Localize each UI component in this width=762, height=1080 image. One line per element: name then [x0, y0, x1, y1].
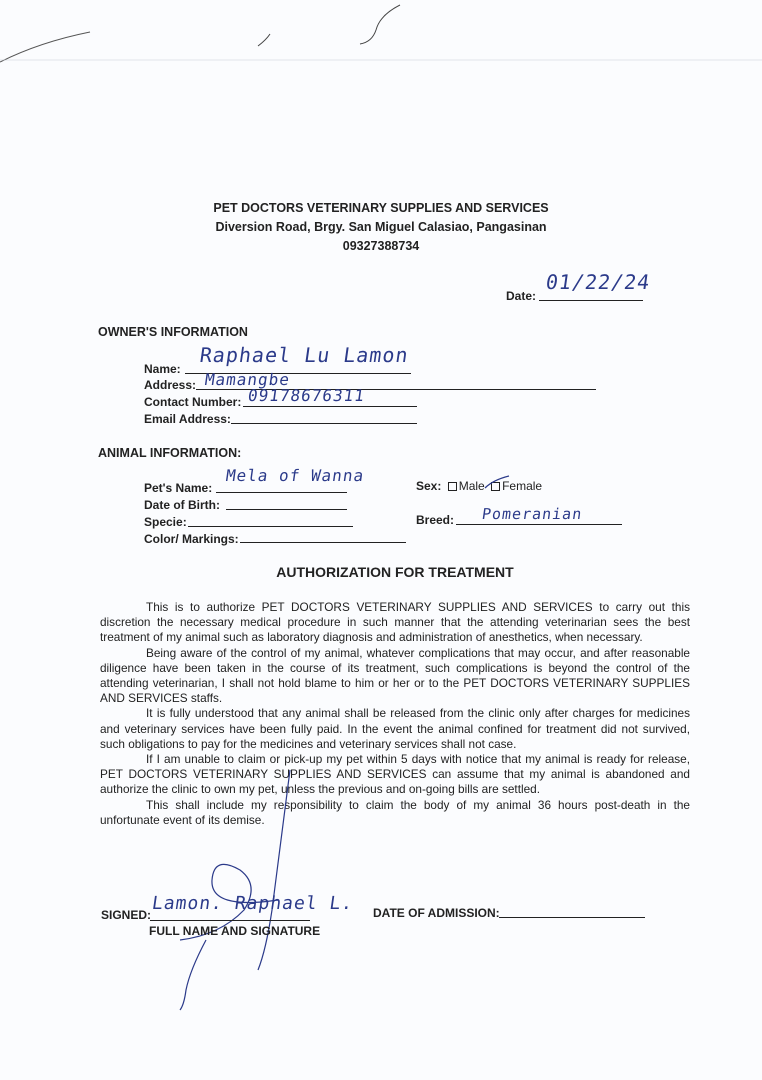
pet-name-line [216, 492, 347, 493]
company-address: Diversion Road, Brgy. San Miguel Calasiao, Pangasinan [215, 220, 547, 234]
sex-label: Sex: [416, 479, 442, 493]
breed-line [456, 524, 622, 525]
dob-line [226, 509, 347, 510]
breed-value: Pomeranian [480, 505, 584, 523]
email-label: Email Address: [144, 412, 231, 426]
contact-label: Contact Number: [144, 395, 242, 409]
pet-name-label: Pet's Name: [144, 481, 213, 495]
scan-marks [0, 0, 762, 80]
admission-label: DATE OF ADMISSION: [373, 906, 500, 920]
sex-field [416, 479, 542, 493]
name-label: Name: [144, 362, 181, 376]
paragraph-4: If I am unable to claim or pick-up my pet within 5 days with notice that my animal is ready for release, PET DOCTORS VETERINARY SUPPLIES AND SERVICES can assume that my animal is abandoned and authorize the clinic to own my pet, unless the previous and on-going bills are settled. [100, 752, 690, 797]
color-label: Color/ Markings: [144, 532, 239, 546]
date-label: Date: [506, 289, 537, 303]
signature-scribble [150, 760, 350, 1020]
specie-label: Specie: [144, 515, 187, 529]
address-label: Address: [144, 378, 197, 392]
paragraph-3: It is fully understood that any animal shall be released from the clinic only after charges for medicines and veterinary services have been fully paid. In the event the animal confined for treatment did not survived, such obligations to pay for the medicines and veterinary services shall not case. [100, 706, 690, 751]
animal-section-title: ANIMAL INFORMATION: [98, 446, 242, 460]
female-option: Female [502, 479, 543, 493]
specie-line [188, 526, 353, 527]
company-name: PET DOCTORS VETERINARY SUPPLIES AND SERVICES [213, 201, 549, 215]
signed-line [150, 920, 310, 921]
contact-line [243, 406, 417, 407]
male-option: Male [458, 479, 485, 493]
breed-label: Breed: [416, 513, 455, 527]
email-line [231, 423, 417, 424]
date-line [539, 300, 643, 301]
signed-label: SIGNED: [101, 908, 152, 922]
pet-name-value: Mela of Wanna [224, 466, 366, 485]
male-checkbox[interactable] [448, 482, 457, 491]
name-value: Raphael Lu Lamon [198, 343, 411, 367]
contact-value: 09178676311 [246, 386, 367, 405]
company-phone: 09327388734 [342, 239, 420, 253]
signed-value: Lamon. Raphael L. [150, 893, 355, 914]
date-value: 01/22/24 [544, 270, 653, 294]
female-check-mark [483, 474, 513, 494]
authorization-title: AUTHORIZATION FOR TREATMENT [276, 564, 514, 580]
paragraph-1: This is to authorize PET DOCTORS VETERINARY SUPPLIES AND SERVICES to carry out this discretion the necessary medical procedure in such manner that the attending veterinarian sees the best treatment of my animal such as laboratory diagnosis and administration of anesthetics, when necessary. [100, 600, 690, 645]
paragraph-5: This shall include my responsibility to claim the body of my animal 36 hours post-death in the unfortunate event of its demise. [100, 797, 690, 827]
color-line [240, 542, 406, 543]
dob-label: Date of Birth: [144, 498, 220, 512]
paragraph-2: Being aware of the control of my animal, whatever complications that may occur, and after reasonable diligence have been taken in the course of its treatment, such complications is beyond the control of the attending veterinarian, I shall not hold blame to him or her or to the PET DOCTORS VETERINARY SUPPLIES AND SERVICES staffs. [100, 645, 690, 706]
owner-section-title: OWNER'S INFORMATION [98, 325, 248, 339]
admission-line [499, 917, 645, 918]
address-value: Mamangbe [203, 370, 292, 389]
signature-caption: FULL NAME AND SIGNATURE [149, 924, 321, 938]
